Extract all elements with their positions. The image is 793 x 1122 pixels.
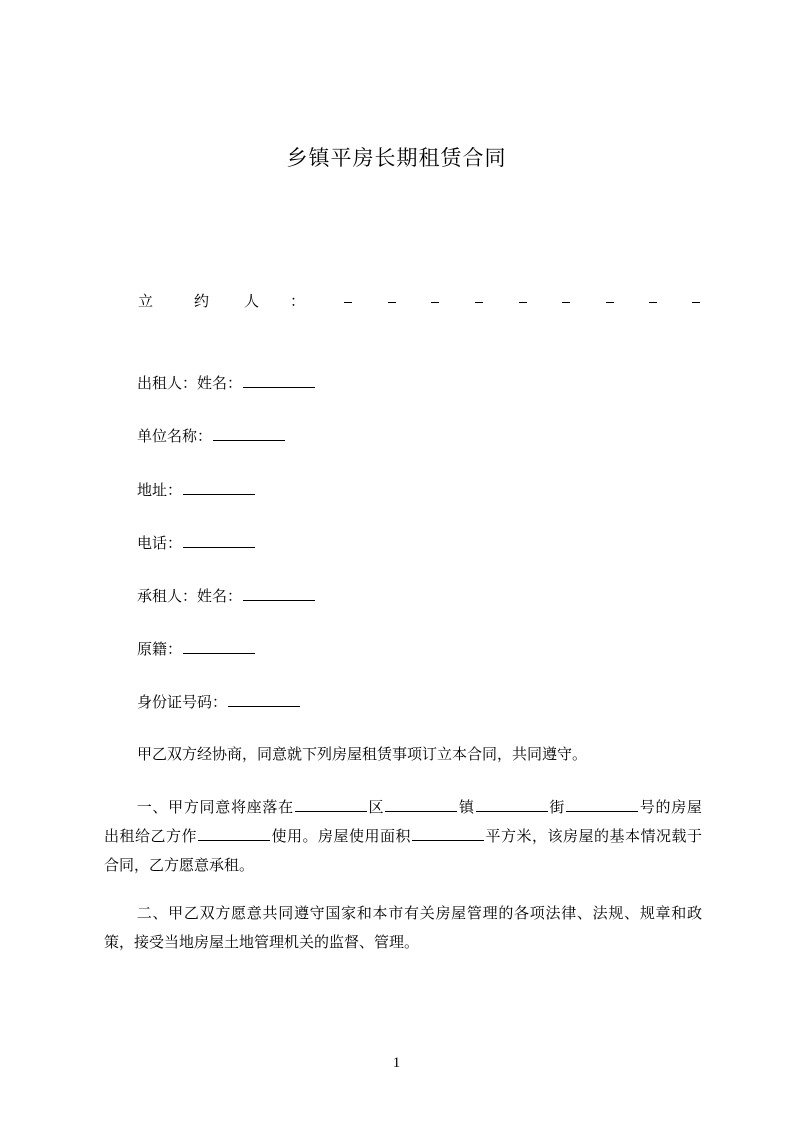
signer-blank-dash bbox=[475, 302, 483, 303]
page-number: 1 bbox=[392, 1055, 401, 1071]
signer-char-2: 约 bbox=[194, 292, 210, 310]
address-blank[interactable] bbox=[183, 479, 255, 495]
signer-char-1: 立 bbox=[138, 292, 154, 310]
clause-1-text-6: 出租给乙方作 bbox=[104, 827, 197, 845]
street-blank[interactable] bbox=[476, 796, 548, 812]
lessor-name-blank[interactable] bbox=[243, 372, 315, 388]
district-blank[interactable] bbox=[295, 796, 367, 812]
document-title: 乡镇平房长期租赁合同 bbox=[286, 146, 507, 170]
clause-1-text-4: 街 bbox=[548, 798, 566, 816]
signer-blank-dash bbox=[606, 302, 614, 303]
phone-blank[interactable] bbox=[183, 532, 255, 548]
intro-paragraph: 甲乙双方经协商，同意就下列房屋租赁事项订立本合同，共同遵守。 bbox=[137, 745, 588, 763]
area-blank[interactable] bbox=[412, 825, 484, 841]
unit-name-label: 单位名称： bbox=[137, 427, 213, 445]
clause-1-text-2: 区 bbox=[367, 798, 385, 816]
clause-1-text-5: 号的房屋 bbox=[639, 798, 702, 816]
address-field bbox=[137, 479, 256, 500]
clause-1-text-7: 使用。房屋使用面积 bbox=[271, 827, 411, 845]
signer-blank-dash bbox=[431, 302, 439, 303]
unit-name-blank[interactable] bbox=[213, 425, 285, 441]
number-blank[interactable] bbox=[566, 796, 638, 812]
lessee-name-field bbox=[137, 585, 316, 606]
clause-1-text-1: 一、甲方同意将座落在 bbox=[136, 798, 294, 816]
signer-blank-dash bbox=[344, 302, 352, 303]
origin-field bbox=[137, 638, 256, 659]
id-number-field bbox=[137, 691, 301, 712]
lessor-name-field bbox=[137, 372, 316, 393]
clause-1 bbox=[104, 793, 702, 880]
origin-label: 原籍： bbox=[137, 640, 183, 658]
signer-blank-dash bbox=[388, 302, 396, 303]
unit-name-field bbox=[137, 425, 286, 446]
signer-colon: ： bbox=[290, 292, 306, 310]
phone-field bbox=[137, 532, 256, 553]
signer-char-3: 人 bbox=[244, 292, 260, 310]
signer-blank-dash bbox=[562, 302, 570, 303]
signer-line bbox=[138, 290, 700, 312]
phone-label: 电话： bbox=[137, 534, 183, 552]
id-number-blank[interactable] bbox=[228, 691, 300, 707]
signer-blank-dash bbox=[519, 302, 527, 303]
clause-1-text-3: 镇 bbox=[458, 798, 475, 816]
signer-blank-dash bbox=[692, 302, 700, 303]
id-number-label: 身份证号码： bbox=[137, 693, 228, 711]
clause-2-text: 二、甲乙双方愿意共同遵守国家和本市有关房屋管理的各项法律、法规、规章和政策，接受当地房屋土地管理机关的监督、管理。 bbox=[104, 904, 702, 951]
lessor-name-label: 出租人：姓名： bbox=[137, 374, 243, 392]
address-label: 地址： bbox=[137, 481, 183, 499]
lessee-name-blank[interactable] bbox=[243, 585, 315, 601]
signer-blank-dash bbox=[649, 302, 657, 303]
origin-blank[interactable] bbox=[183, 638, 255, 654]
town-blank[interactable] bbox=[385, 796, 457, 812]
lessee-name-label: 承租人：姓名： bbox=[137, 587, 243, 605]
clause-2 bbox=[104, 899, 702, 957]
usage-blank[interactable] bbox=[198, 825, 270, 841]
clause-1-text-8: 平方米，该房屋的基本情况载于合同，乙方愿意承租。 bbox=[104, 827, 702, 874]
